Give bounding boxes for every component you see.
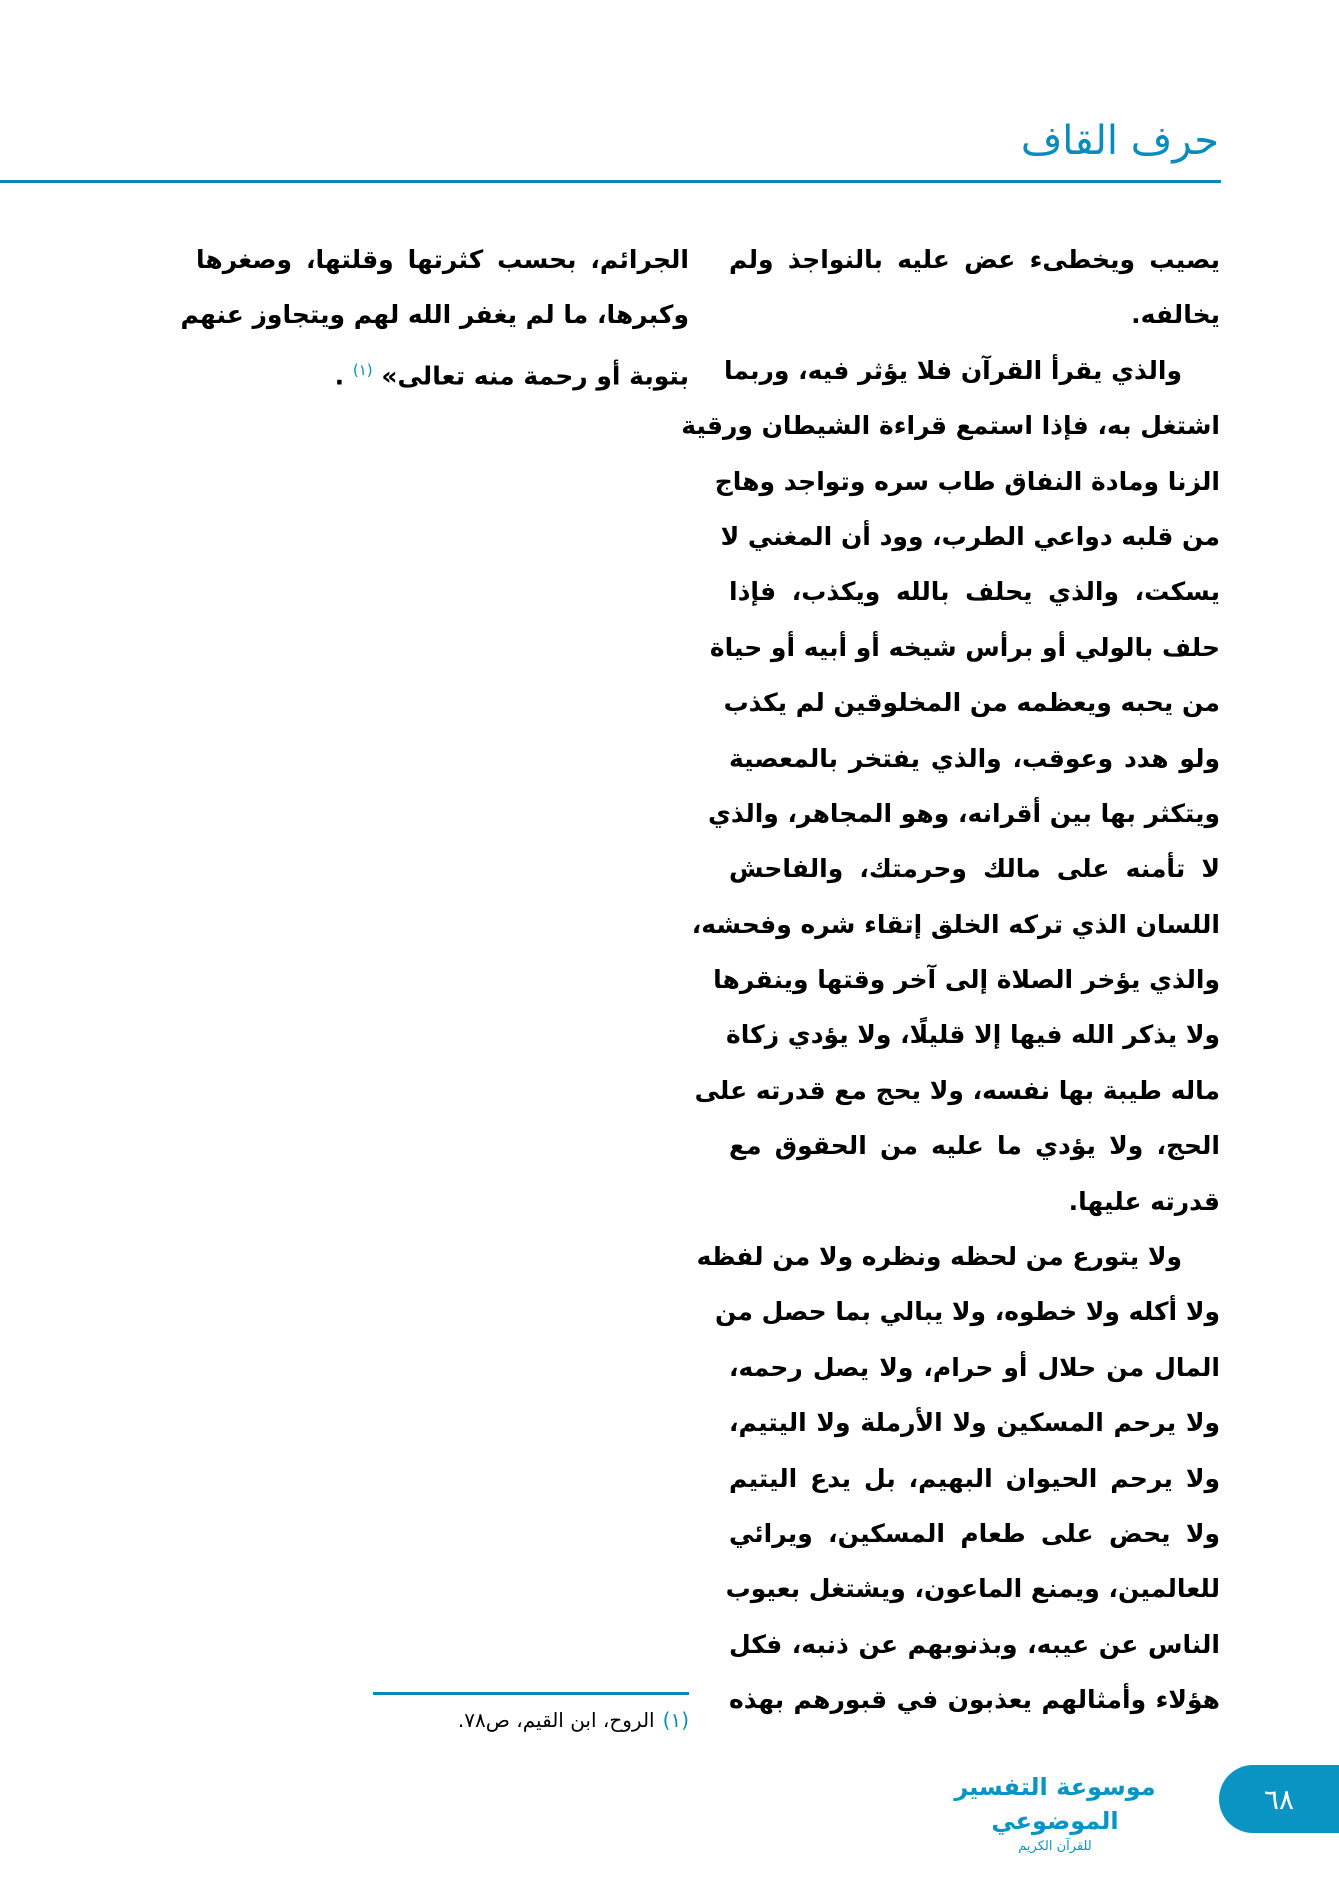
text-line: ولا يرحم المسكين ولا الأرملة ولا اليتيم، [729, 1408, 1220, 1438]
text-segment: بتوبة أو رحمة منه تعالى» [381, 361, 689, 391]
text-line: ولا أكله ولا خطوه، ولا يبالي بما حصل من [714, 1297, 1220, 1327]
text-line: للعالمين، ويمنع الماعون، ويشتغل بعيوب [725, 1574, 1220, 1604]
text-line: الناس عن عيبه، وبذنوبهم عن ذنبه، فكل [729, 1629, 1220, 1659]
text-line: ولا يذكر الله فيها إلا قليلًا، ولا يؤدي زكاة [726, 1020, 1220, 1050]
text-line: الحج، ولا يؤدي ما عليه من الحقوق مع [729, 1131, 1220, 1161]
page-number: ٦٨ [1263, 1782, 1295, 1816]
text-line: ولا يتورع من لحظه ونظره ولا من لفظه [696, 1242, 1182, 1272]
text-line: اشتغل به، فإذا استمع قراءة الشيطان ورقية [681, 411, 1220, 441]
text-line: قدرته عليها. [1068, 1186, 1220, 1216]
encyclopedia-logo [935, 1770, 1175, 1854]
text-line: الجرائم، بحسب كثرتها وقلتها، وصغرها [196, 245, 689, 274]
text-line: ولا يحض على طعام المسكين، ويرائي [729, 1518, 1220, 1548]
text-line: لا تأمنه على مالك وحرمتك، والفاحش [729, 854, 1220, 884]
logo-sub-text: للقرآن الكريم [1018, 1839, 1092, 1854]
text-line: ويتكثر بها بين أقرانه، وهو المجاهر، والذي [707, 798, 1220, 828]
text-line: ماله طيبة بها نفسه، ولا يحج مع قدرته على [694, 1075, 1220, 1105]
footnote-reference[interactable]: (١) [352, 360, 373, 379]
text-line: ولا يرحم الحيوان البهيم، بل يدع اليتيم [729, 1463, 1220, 1493]
text-line: يصيب ويخطىء عض عليه بالنواجذ ولم [729, 245, 1220, 274]
text-line: يسكت، والذي يحلف بالله ويكذب، فإذا [729, 577, 1220, 607]
text-line: يخالفه. [1131, 300, 1220, 330]
text-line: ولو هدد وعوقب، والذي يفتخر بالمعصية [729, 743, 1220, 773]
footnote-divider [373, 1692, 689, 1695]
text-line: من يحبه ويعظمه من المخلوقين لم يكذب [723, 688, 1220, 718]
text-line: الزنا ومادة النفاق طاب سره وتواجد وهاج [714, 466, 1220, 496]
text-line-final [196, 343, 689, 398]
text-line: والذي يؤخر الصلاة إلى آخر وقتها وينقرها [713, 965, 1220, 995]
footnote [373, 1708, 689, 1732]
left-text-column [180, 232, 689, 398]
end-punctuation: . [334, 361, 345, 391]
page-number-badge [1219, 1765, 1339, 1833]
text-line: حلف بالولي أو برأس شيخه أو أبيه أو حياة [709, 632, 1220, 662]
logo-main-text: موسوعة التفسير الموضوعي [954, 1773, 1156, 1835]
header-divider [0, 180, 1221, 183]
right-text-column [681, 232, 1220, 1728]
chapter-title: حرف القاف [1020, 118, 1219, 164]
text-line: وكبرها، ما لم يغفر الله لهم ويتجاوز عنهم [180, 300, 689, 330]
footnote-text: الروح، ابن القيم، ص٧٨. [457, 1708, 655, 1732]
footnote-number: (١) [662, 1708, 689, 1732]
text-line: والذي يقرأ القرآن فلا يؤثر فيه، وربما [723, 355, 1182, 385]
text-line: المال من حلال أو حرام، ولا يصل رحمه، [729, 1352, 1220, 1382]
text-line: هؤلاء وأمثالهم يعذبون في قبورهم بهذه [729, 1685, 1220, 1715]
text-line: من قلبه دواعي الطرب، وود أن المغني لا [720, 521, 1220, 551]
text-line: اللسان الذي تركه الخلق إتقاء شره وفحشه، [691, 909, 1220, 939]
